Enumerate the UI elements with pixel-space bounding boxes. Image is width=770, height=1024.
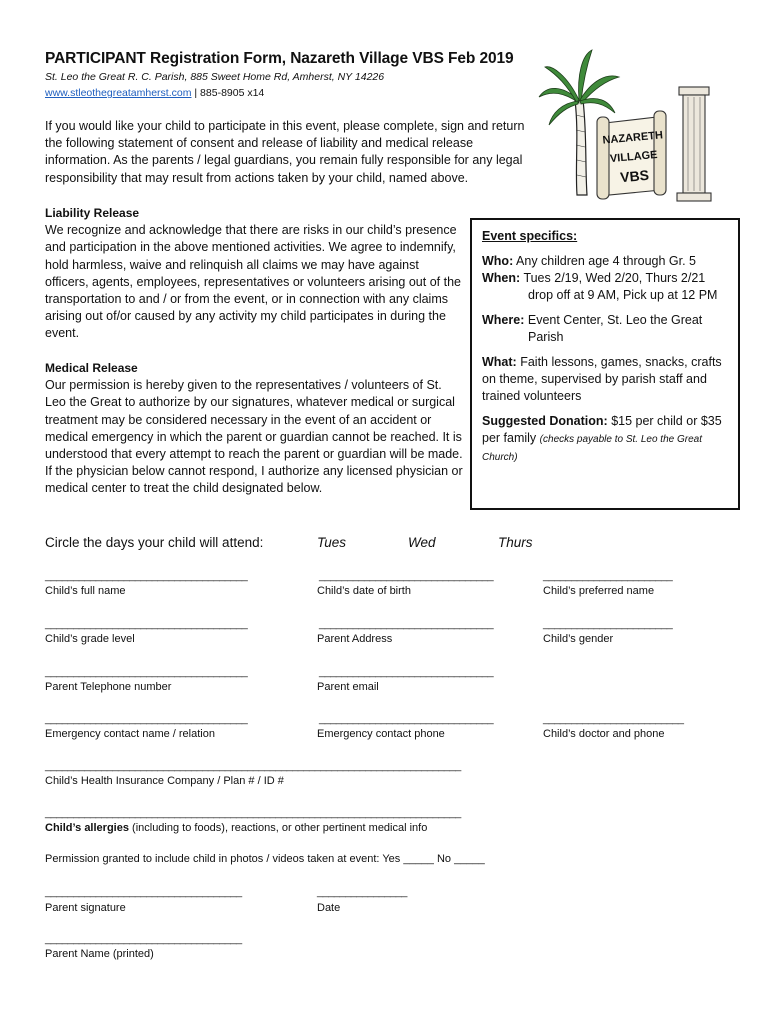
child-gender-label: Child’s gender	[543, 633, 614, 645]
child-name-label: Child’s full name	[45, 585, 126, 597]
child-grade-field[interactable]: ____________________________________	[45, 618, 248, 630]
emergency-name-label: Emergency contact name / relation	[45, 728, 215, 740]
website-link[interactable]: www.stleothegreatamherst.com	[45, 87, 192, 99]
palm-trunk	[575, 100, 587, 195]
doctor-field[interactable]: _________________________	[543, 713, 684, 725]
parent-signature-label: Parent signature	[45, 902, 126, 914]
event-specifics-heading: Event specifics:	[482, 229, 578, 243]
child-dob-label: Child’s date of birth	[317, 585, 411, 597]
parent-signature-field[interactable]: ___________________________________	[45, 886, 242, 898]
who-value: Any children age 4 through Gr. 5	[516, 254, 697, 268]
liability-text: We recognize and acknowledge that there are risks in our child’s presence and participation in the above mentioned activities. We agree to indemnify, hold harmless, waive and relinquish all claims we may have against officers, agents, employees, representatives or volunteers arising out of the transportation to and / or from the event, or in connection with any claims arising out of/or caused by any activity my child participates in during the event.	[45, 223, 461, 341]
date-field[interactable]: ________________	[317, 886, 407, 898]
form-title: PARTICIPANT Registration Form, Nazareth Village VBS Feb 2019	[45, 50, 514, 67]
day-thurs[interactable]: Thurs	[498, 535, 533, 550]
when-value: Tues 2/19, Wed 2/20, Thurs 2/21	[523, 271, 706, 285]
emergency-name-field[interactable]: ____________________________________	[45, 713, 248, 725]
emergency-phone-field[interactable]: _______________________________	[319, 713, 494, 725]
event-specifics-box	[470, 218, 740, 510]
liability-section	[45, 205, 465, 343]
child-gender-field[interactable]: _______________________	[543, 618, 673, 630]
medical-heading: Medical Release	[45, 361, 138, 375]
event-when-times: drop off at 9 AM, Pick up at 12 PM	[528, 288, 718, 302]
event-donation	[482, 413, 728, 466]
parish-address: St. Leo the Great R. C. Parish, 885 Sweet Home Rd, Amherst, NY 14226	[45, 71, 385, 83]
allergies-label-rest: (including to foods), reactions, or other pertinent medical info	[128, 822, 428, 834]
days-prompt: Circle the days your child will attend:	[45, 535, 264, 550]
vbs-logo-illustration	[537, 45, 717, 205]
insurance-field[interactable]: __________________________________________________________________________	[45, 760, 461, 772]
parent-name-label: Parent Name (printed)	[45, 948, 154, 960]
child-pref-field[interactable]: _______________________	[543, 570, 673, 582]
phone-number: | 885-8905 x14	[194, 87, 265, 99]
parent-phone-field[interactable]: ____________________________________	[45, 666, 248, 678]
logo-text-1: NAZARETH	[602, 129, 664, 147]
event-where-line2: Parish	[528, 330, 564, 344]
child-name-field[interactable]: ____________________________________	[45, 570, 248, 582]
parent-email-field[interactable]: _______________________________	[319, 666, 494, 678]
who-label: Who:	[482, 254, 514, 268]
child-pref-label: Child’s preferred name	[543, 585, 655, 597]
where-label: Where:	[482, 313, 525, 327]
allergies-field[interactable]: __________________________________________________________________________	[45, 807, 461, 819]
parent-name-field[interactable]: ___________________________________	[45, 933, 242, 945]
parent-address-field[interactable]: _______________________________	[319, 618, 494, 630]
child-dob-field[interactable]: _______________________________	[319, 570, 494, 582]
where-value: Event Center, St. Leo the Great	[527, 313, 703, 327]
date-label: Date	[317, 902, 341, 914]
child-grade-label: Child’s grade level	[45, 633, 135, 645]
logo-text-3: VBS	[619, 166, 650, 186]
event-who	[482, 253, 728, 270]
donation-label: Suggested Donation:	[482, 414, 608, 428]
donation-note: (checks payable to St. Leo the Great Church)	[482, 434, 702, 463]
liability-heading: Liability Release	[45, 206, 140, 220]
medical-section	[45, 360, 465, 498]
allergies-label-bold: Child’s allergies	[45, 822, 129, 834]
event-what	[482, 354, 728, 405]
what-value: Faith lessons, games, snacks, crafts on theme, supervised by parish staff and trained volunteers	[482, 355, 722, 403]
insurance-label: Child’s Health Insurance Company / Plan # / ID #	[45, 775, 284, 787]
event-where	[482, 312, 728, 329]
photo-permission[interactable]: Permission granted to include child in photos / videos taken at event: Yes _____ No _____	[45, 853, 485, 865]
donation-value: $15 per child or $35 per family	[482, 414, 722, 445]
emergency-phone-label: Emergency contact phone	[317, 728, 445, 740]
day-wed[interactable]: Wed	[408, 535, 436, 550]
doctor-label: Child’s doctor and phone	[543, 728, 665, 740]
medical-text: Our permission is hereby given to the representatives / volunteers of St. Leo the Great to authorize by our signatures, whatever medical or surgical treatment may be considered necessary in the event of an accident or medical emergency in which the parent or guardian cannot be reached. It is understood that every attempt to reach the parent or guardian will be made. If the physician below cannot respond, I authorize any licensed physician or medical center to treat the child designated below.	[45, 378, 463, 496]
logo-text-2: VILLAGE	[609, 148, 659, 166]
when-label: When:	[482, 271, 521, 285]
what-label: What:	[482, 355, 517, 369]
parent-email-label: Parent email	[317, 681, 379, 693]
day-tues[interactable]: Tues	[317, 535, 347, 550]
allergies-label	[45, 822, 427, 834]
parent-phone-label: Parent Telephone number	[45, 681, 172, 693]
contact-line	[45, 87, 264, 99]
parent-address-label: Parent Address	[317, 633, 393, 645]
intro-paragraph: If you would like your child to participate in this event, please complete, sign and return the following statement of consent and release of liability and medical release information. As the parents / legal guardians, you remain fully responsible for any legal responsibility that may result from actions taken by your child, named above.	[45, 119, 525, 185]
event-when	[482, 270, 728, 287]
